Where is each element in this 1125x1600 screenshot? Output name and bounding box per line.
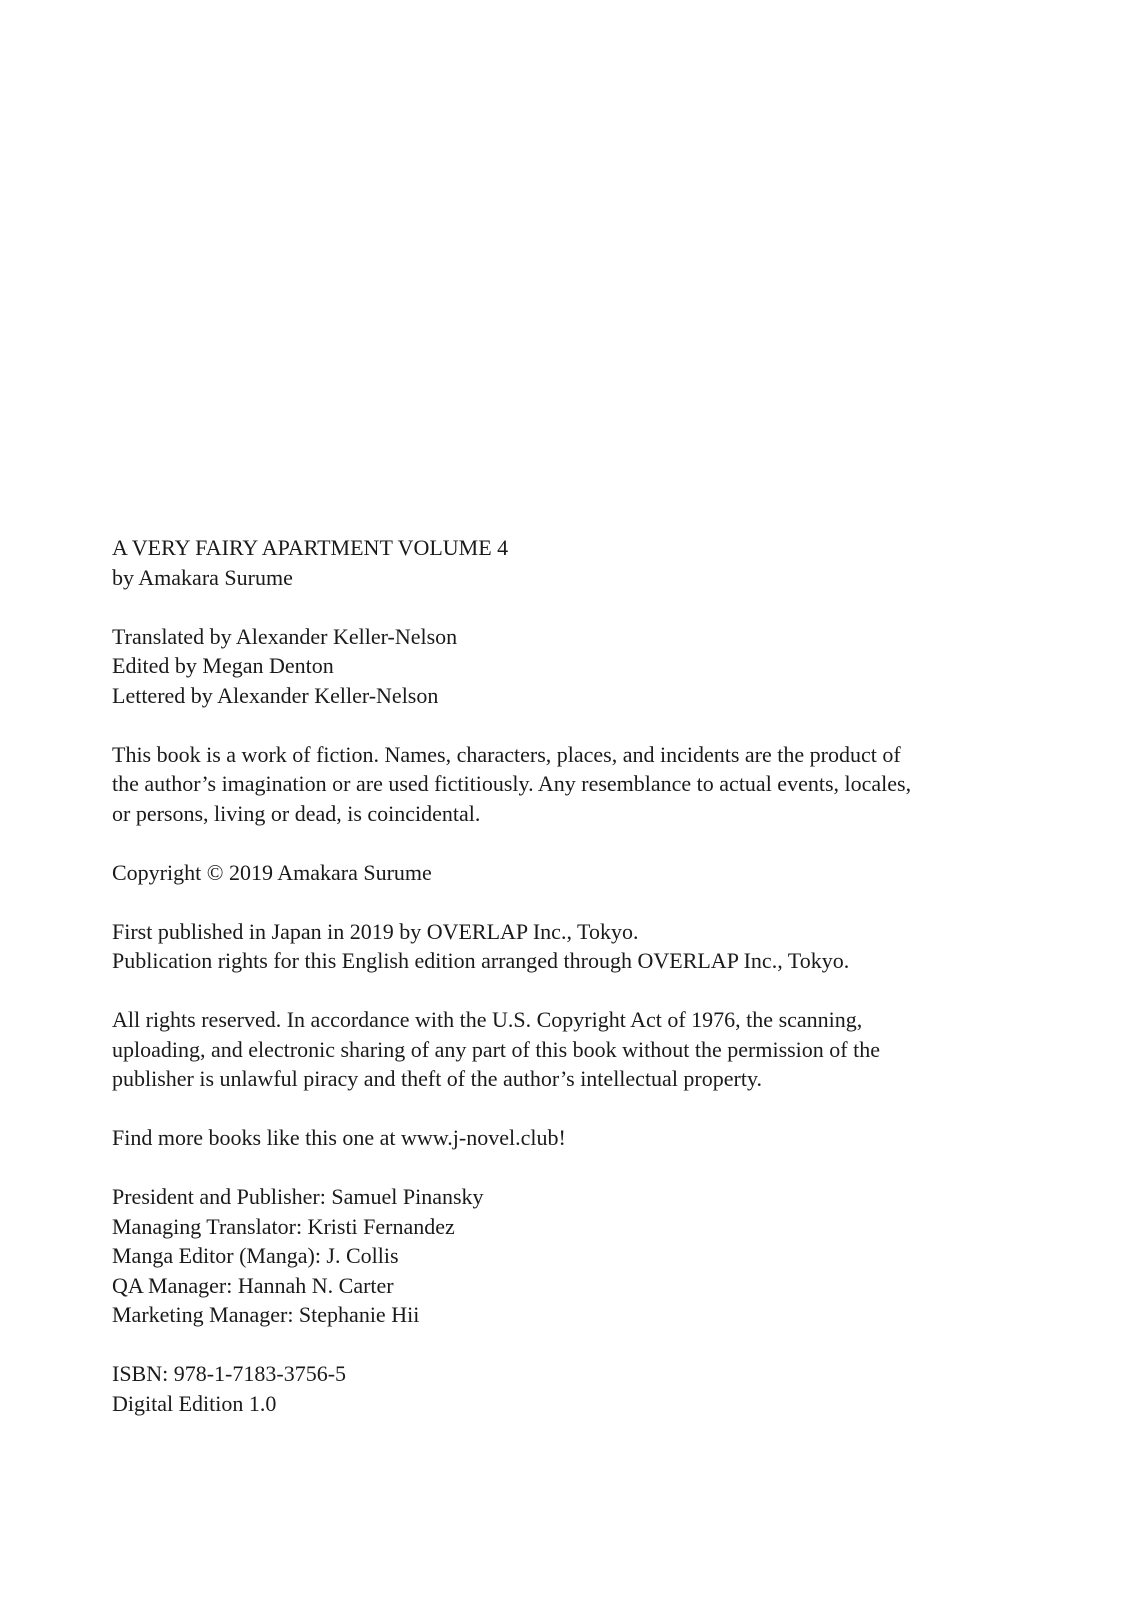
letterer-credit: Lettered by Alexander Keller-Nelson: [112, 682, 439, 708]
staff-line: Managing Translator: Kristi Fernandez: [112, 1213, 455, 1239]
credits-block: [112, 622, 1012, 711]
rights-notice-line: publisher is unlawful piracy and theft of the author’s intellectual property.: [112, 1066, 763, 1091]
rights-notice-line: All rights reserved. In accordance with the U.S. Copyright Act of 1976, the scanning,: [112, 1007, 863, 1032]
fiction-notice-line: or persons, living or dead, is coincidental.: [112, 800, 481, 826]
staff-line: Marketing Manager: Stephanie Hii: [112, 1302, 420, 1327]
find-more-text: Find more books like this one at www.j-novel.club!: [112, 1125, 566, 1150]
first-published-text: First published in Japan in 2019 by OVERLAP Inc., Tokyo.: [112, 918, 639, 944]
editor-credit: Edited by Megan Denton: [112, 653, 334, 678]
fiction-notice-line: the author’s imagination or are used fictitiously. Any resemblance to actual events, locales,: [112, 771, 912, 796]
isbn-block: [112, 1359, 1012, 1418]
publication-block: [112, 917, 1012, 976]
find-more-block: [112, 1123, 1012, 1153]
copyright-block: [112, 858, 1012, 888]
publication-rights-text: Publication rights for this English edition arranged through OVERLAP Inc., Tokyo.: [112, 948, 850, 973]
staff-line: President and Publisher: Samuel Pinansky: [112, 1184, 484, 1209]
translator-credit: Translated by Alexander Keller-Nelson: [112, 623, 458, 649]
edition-text: Digital Edition 1.0: [112, 1390, 277, 1416]
fiction-notice: [112, 740, 1012, 829]
copyright-text: Copyright © 2019 Amakara Surume: [112, 859, 432, 885]
book-author: by Amakara Surume: [112, 564, 293, 590]
staff-line: Manga Editor (Manga): J. Collis: [112, 1243, 399, 1268]
title-block: [112, 533, 1012, 592]
staff-line: QA Manager: Hannah N. Carter: [112, 1272, 394, 1298]
copyright-page: [112, 533, 1012, 1448]
rights-notice-line: uploading, and electronic sharing of any part of this book without the permission of the: [112, 1036, 881, 1062]
book-title: A VERY FAIRY APARTMENT VOLUME 4: [112, 535, 509, 560]
isbn-text: ISBN: 978-1-7183-3756-5: [112, 1361, 347, 1386]
rights-notice: [112, 1005, 1012, 1094]
staff-block: [112, 1182, 1012, 1330]
fiction-notice-line: This book is a work of fiction. Names, characters, places, and incidents are the product of: [112, 741, 901, 767]
